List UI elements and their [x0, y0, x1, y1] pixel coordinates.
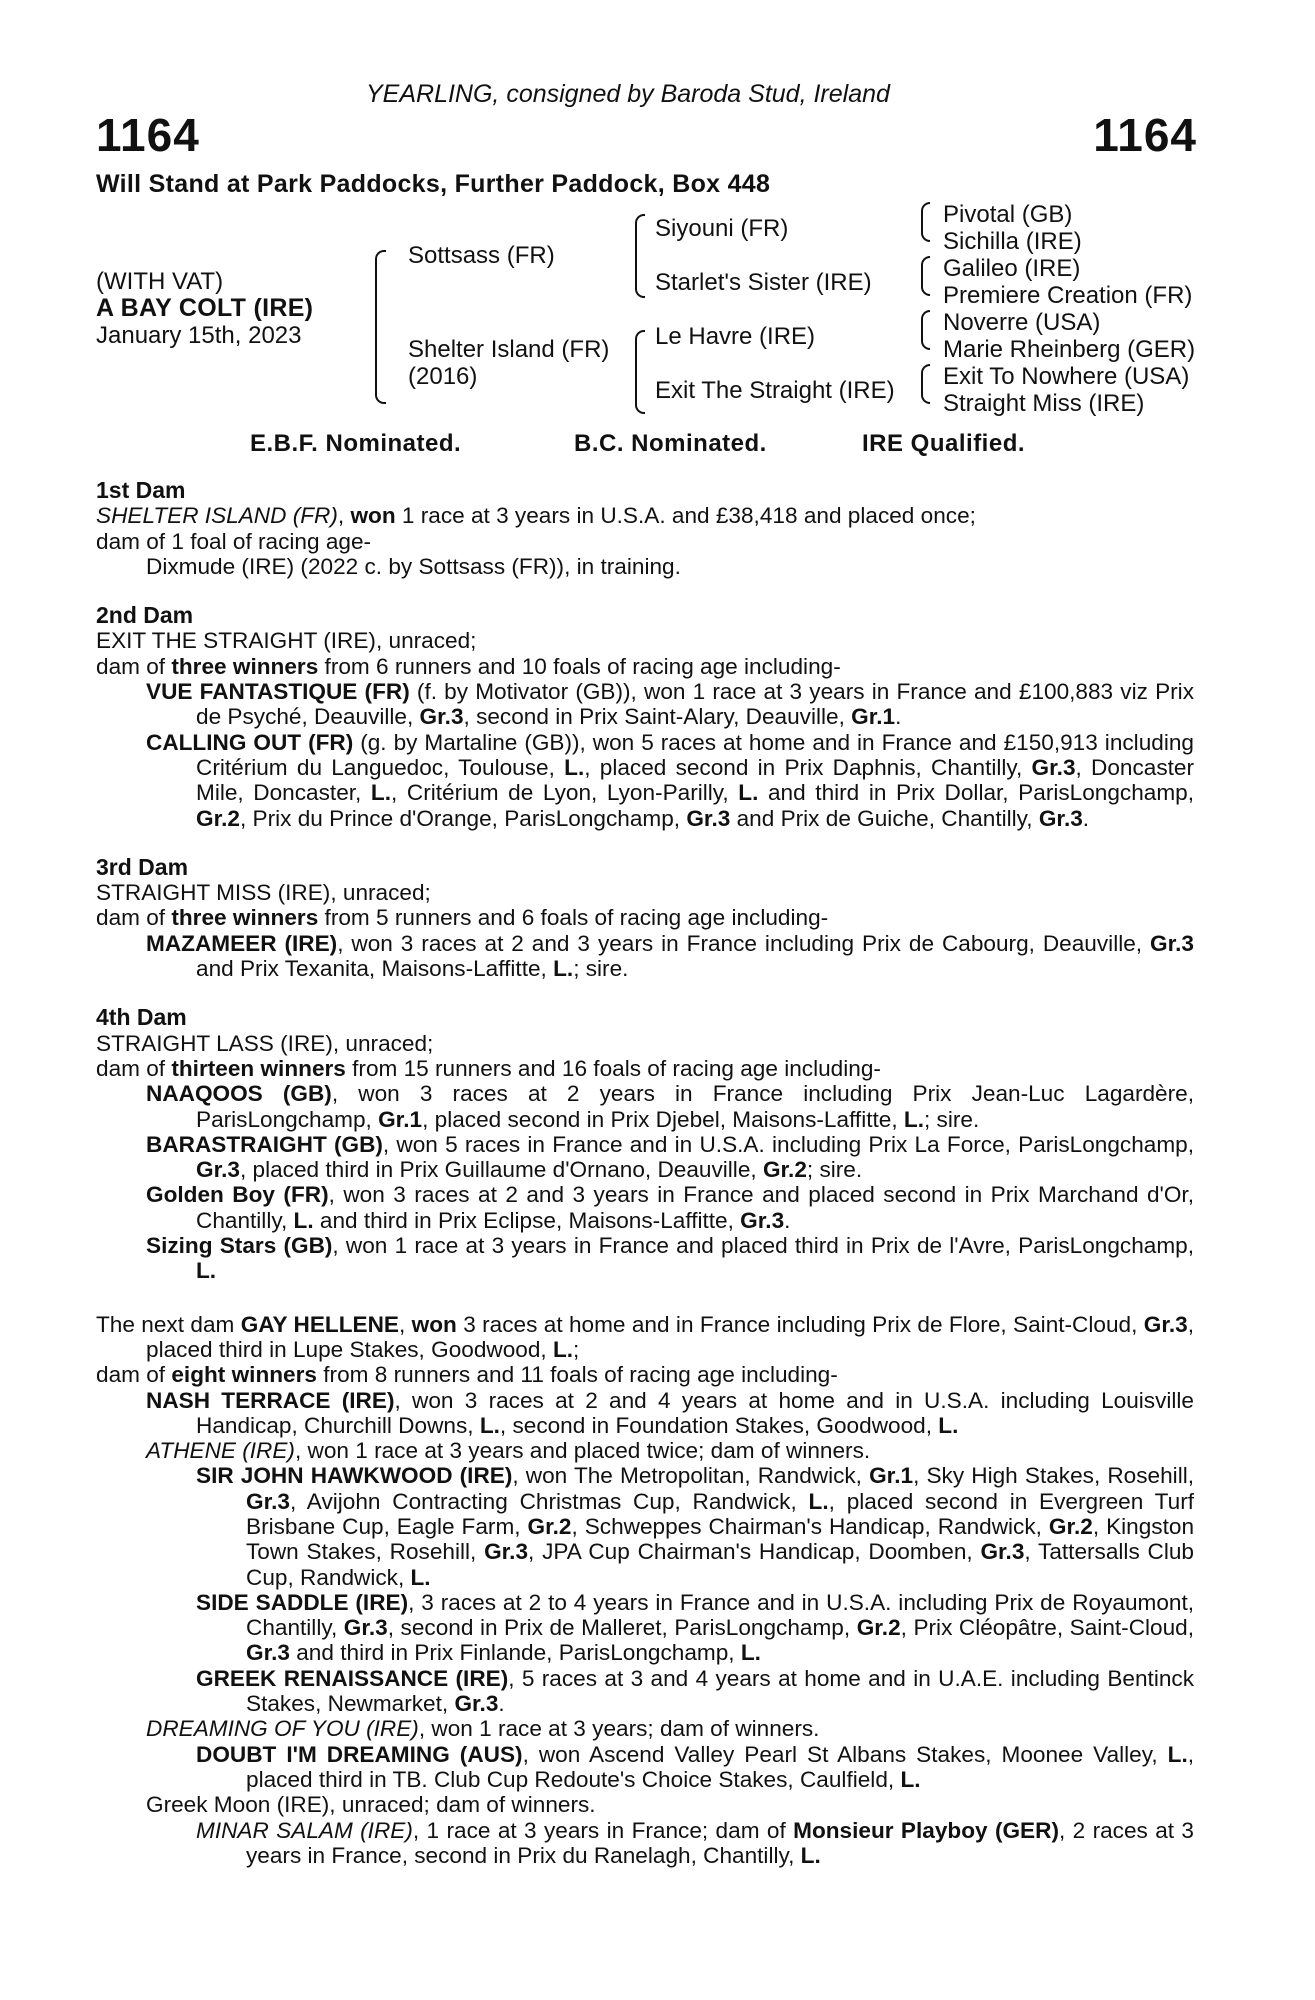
- horse-name: Monsieur Playboy (GER): [793, 1817, 1059, 1843]
- text: , Prix Cléopâtre, Saint-Cloud,: [900, 1615, 1195, 1641]
- winners-count: eight winners: [171, 1362, 317, 1388]
- text: from 5 runners and 6 foals of racing age including-: [318, 905, 829, 931]
- produce-entry: [96, 1666, 1194, 1717]
- fourth-dam-section: [96, 1005, 1194, 1283]
- horse-name: NASH TERRACE (IRE): [146, 1387, 395, 1413]
- text: , placed third in TB. Club Cup Redoute's Choice Stakes, Caulfield,: [246, 1741, 1195, 1792]
- horse-name: A BAY COLT (IRE): [96, 294, 314, 322]
- horse-name: DREAMING OF YOU (IRE): [146, 1716, 419, 1742]
- horse-name: MAZAMEER (IRE): [146, 930, 338, 956]
- race-grade: Gr.2: [762, 1157, 807, 1183]
- text: and Prix de Guiche, Chantilly,: [730, 805, 1039, 831]
- text: (f. by Motivator (GB)), won 1 race at 3 years in France and £100,883 viz Prix de Psyché, Deauville,: [196, 679, 1194, 730]
- race-grade: L.: [900, 1766, 921, 1792]
- race-grade: L.: [370, 780, 392, 806]
- pedigree-dam-dam: Exit The Straight (IRE): [655, 377, 895, 404]
- horse-name: GREEK RENAISSANCE (IRE): [196, 1665, 509, 1691]
- pedigree-brace-g1: [921, 202, 930, 242]
- race-grade: Gr.2: [856, 1615, 901, 1641]
- won-label: won: [350, 503, 396, 529]
- nomination-ire: IRE Qualified.: [862, 430, 1026, 457]
- text: from 15 runners and 16 foals of racing age including-: [345, 1055, 881, 1081]
- text: ; sire.: [806, 1157, 863, 1183]
- text: , Avijohn Contracting Christmas Cup, Randwick,: [289, 1488, 809, 1514]
- horse-name: BARASTRAIGHT (GB): [146, 1131, 383, 1157]
- fourth-dam-produce-intro: [96, 1056, 1194, 1081]
- third-dam-heading: 3rd Dam: [96, 853, 189, 880]
- race-grade: Gr.3: [454, 1691, 499, 1717]
- text: , Critérium de Lyon, Lyon-Parilly,: [391, 780, 739, 806]
- lot-number-right: 1164: [1093, 109, 1197, 161]
- pedigree-brace-g2: [921, 256, 930, 296]
- pedigree-sire-dam: Starlet's Sister (IRE): [655, 269, 872, 296]
- pedigree-gen3-5: Noverre (USA): [943, 309, 1101, 336]
- horse-name: NAAQOOS (GB): [146, 1081, 332, 1107]
- text: , won 5 races in France and in U.S.A. including Prix La Force, ParisLongchamp,: [382, 1131, 1195, 1157]
- dam-name: SHELTER ISLAND (FR): [96, 503, 338, 529]
- produce-entry: [96, 1388, 1194, 1439]
- text: , won Ascend Valley Pearl St Albans Stakes, Moonee Valley,: [522, 1741, 1168, 1767]
- dam-name: GAY HELLENE: [240, 1311, 399, 1337]
- next-dam-produce-intro: [96, 1362, 1194, 1387]
- text: .: [498, 1691, 505, 1717]
- text: , JPA Cup Chairman's Handicap, Doomben,: [528, 1539, 981, 1565]
- second-dam-heading: 2nd Dam: [96, 602, 194, 629]
- pedigree-gen3-1: Pivotal (GB): [943, 201, 1073, 228]
- race-grade: L.: [903, 1106, 924, 1132]
- pedigree-brace-sire: [635, 214, 645, 298]
- race-grade: Gr.3: [484, 1539, 529, 1565]
- race-grade: Gr.3: [1031, 754, 1076, 780]
- text: dam of: [96, 653, 172, 679]
- first-dam-produce-intro: dam of 1 foal of racing age-: [96, 528, 372, 554]
- third-dam-produce-intro: [96, 905, 1194, 930]
- text: , 2 races at 3 years in France, second in Prix du Ranelagh, Chantilly,: [246, 1817, 1194, 1868]
- winners-count: three winners: [171, 905, 319, 931]
- winners-count: three winners: [171, 653, 319, 679]
- pedigree-brace-main: [375, 250, 386, 404]
- race-grade: L.: [552, 1336, 574, 1362]
- text: , placed third in Lupe Stakes, Goodwood,: [146, 1311, 1194, 1362]
- third-dam-section: [96, 855, 1194, 981]
- winners-count: thirteen winners: [171, 1055, 346, 1081]
- text: , won The Metropolitan, Randwick,: [512, 1463, 870, 1489]
- text: , second in Prix Saint-Alary, Deauville,: [463, 704, 852, 730]
- pedigree-gen3-2: Sichilla (IRE): [943, 228, 1082, 255]
- catalogue-body: [96, 478, 1194, 1892]
- text: , Kingston Town Stakes, Rosehill,: [246, 1513, 1195, 1565]
- race-grade: L.: [740, 1640, 761, 1666]
- race-grade: Gr.2: [1048, 1513, 1093, 1539]
- race-grade: Gr.1: [378, 1106, 423, 1132]
- text: from 6 runners and 10 foals of racing age including-: [318, 653, 841, 679]
- pedigree-sire: Sottsass (FR): [408, 242, 555, 269]
- text: , 3 races at 2 to 4 years in France and in U.S.A. including Prix de Royaumont, Chantilly,: [246, 1589, 1195, 1641]
- text: 3 races at home and in France including Prix de Flore, Saint-Cloud,: [456, 1311, 1144, 1337]
- text: dam of: [96, 905, 172, 931]
- text: , won 1 race at 3 years; dam of winners.: [418, 1716, 820, 1742]
- produce-entry: [96, 931, 1194, 982]
- text: , placed second in Evergreen Turf Brisbane Cup, Eagle Farm,: [246, 1488, 1194, 1539]
- race-grade: L.: [564, 754, 585, 780]
- race-grade: L.: [479, 1412, 500, 1438]
- foaling-date: January 15th, 2023: [96, 322, 302, 349]
- race-grade: Gr.3: [343, 1615, 388, 1641]
- text: The next dam: [96, 1311, 241, 1337]
- race-grade: Gr.3: [1150, 930, 1194, 956]
- second-dam-produce-intro: [96, 654, 1194, 679]
- consignment-line: YEARLING, consigned by Baroda Stud, Ireland: [366, 80, 890, 108]
- fourth-dam-heading: 4th Dam: [96, 1004, 187, 1031]
- text: from 8 runners and 11 foals of racing age including-: [316, 1362, 838, 1388]
- text: ; sire.: [924, 1106, 980, 1132]
- race-grade: L.: [800, 1842, 821, 1868]
- race-grade: Gr.3: [196, 1157, 240, 1183]
- pedigree-brace-dam: [635, 330, 645, 414]
- horse-name: SIDE SADDLE (IRE): [196, 1589, 409, 1615]
- text: , won 3 races at 2 and 3 years in France and placed second in Prix Marchand d'Or, Chantilly,: [196, 1182, 1194, 1233]
- text: 1 race at 3 years in U.S.A. and £38,418 and placed once;: [395, 503, 976, 529]
- third-dam-name: STRAIGHT MISS (IRE), unraced;: [96, 880, 431, 906]
- race-grade: Gr.2: [527, 1513, 572, 1539]
- text: (g. by Martaline (GB)), won 5 races at home and in France and £150,913 including Critérium du Languedoc, Toulouse,: [196, 729, 1194, 780]
- text: , Schweppes Chairman's Handicap, Randwick,: [571, 1513, 1049, 1539]
- race-grade: L.: [553, 956, 574, 982]
- produce-entry: [96, 1182, 1194, 1233]
- produce-entry: [96, 1818, 1194, 1869]
- race-grade: Gr.1: [869, 1463, 914, 1489]
- nomination-ebf: E.B.F. Nominated.: [250, 430, 462, 457]
- produce-entry: Dixmude (IRE) (2022 c. by Sottsass (FR)), in training.: [146, 553, 681, 579]
- text: .: [784, 1207, 791, 1233]
- second-dam-section: [96, 603, 1194, 831]
- text: and third in Prix Dollar, ParisLongchamp,: [758, 780, 1195, 806]
- horse-name: VUE FANTASTIQUE (FR): [146, 679, 410, 705]
- race-grade: Gr.2: [196, 805, 240, 831]
- pedigree-dam-year: (2016): [408, 363, 478, 390]
- text: and Prix Texanita, Maisons-Laffitte,: [196, 956, 554, 982]
- fourth-dam-name: STRAIGHT LASS (IRE), unraced;: [96, 1030, 434, 1056]
- pedigree-gen3-6: Marie Rheinberg (GER): [943, 336, 1196, 363]
- second-dam-name: EXIT THE STRAIGHT (IRE), unraced;: [96, 628, 477, 654]
- produce-entry: [96, 1233, 1194, 1284]
- race-grade: Gr.3: [1143, 1311, 1188, 1337]
- race-grade: Gr.3: [740, 1207, 785, 1233]
- race-grade: Gr.3: [246, 1488, 290, 1514]
- text: , placed third in Prix Guillaume d'Ornano, Deauville,: [239, 1157, 763, 1183]
- text: .: [895, 704, 902, 730]
- text: , won 3 races at 2 years in France including Prix Jean-Luc Lagardère, ParisLongchamp,: [196, 1081, 1194, 1132]
- produce-entry: [96, 679, 1194, 730]
- text: and third in Prix Finlande, ParisLongchamp,: [289, 1640, 741, 1666]
- race-grade: Gr.1: [851, 704, 896, 730]
- text: ;: [573, 1336, 580, 1362]
- race-grade: L.: [738, 780, 759, 806]
- race-grade: L.: [808, 1488, 829, 1514]
- produce-entry: [96, 1081, 1194, 1132]
- text: , Tattersalls Club Cup, Randwick,: [246, 1539, 1194, 1590]
- nomination-bc: B.C. Nominated.: [574, 430, 767, 457]
- won-label: won: [411, 1311, 457, 1337]
- text: and third in Prix Eclipse, Maisons-Laffitte,: [313, 1207, 741, 1233]
- race-grade: L.: [938, 1412, 959, 1438]
- text: , won 1 race at 3 years in France and placed third in Prix de l'Avre, ParisLongchamp,: [332, 1233, 1194, 1259]
- race-grade: Gr.3: [246, 1640, 290, 1666]
- text: , 5 races at 3 and 4 years at home and in U.A.E. including Bentinck Stakes, Newmarket,: [246, 1665, 1194, 1717]
- horse-name: MINAR SALAM (IRE): [196, 1817, 413, 1843]
- produce-entry: [96, 1590, 1194, 1666]
- text: , second in Prix de Malleret, ParisLongchamp,: [387, 1615, 857, 1641]
- text: , Sky High Stakes, Rosehill,: [913, 1463, 1195, 1489]
- horse-name: DOUBT I'M DREAMING (AUS): [196, 1741, 523, 1767]
- produce-entry: [96, 1742, 1194, 1793]
- first-dam-heading: 1st Dam: [96, 477, 186, 503]
- text: , Prix du Prince d'Orange, ParisLongchamp,: [239, 805, 687, 831]
- text: , placed second in Prix Daphnis, Chantilly,: [584, 754, 1032, 780]
- produce-entry: [96, 1132, 1194, 1183]
- pedigree-sire-sire: Siyouni (FR): [655, 215, 789, 242]
- first-dam-record: [96, 503, 1194, 528]
- race-grade: Gr.3: [686, 805, 731, 831]
- text: ,: [399, 1311, 412, 1337]
- race-grade: Gr.3: [419, 704, 464, 730]
- horse-name: SIR JOHN HAWKWOOD (IRE): [196, 1463, 513, 1489]
- pedigree-dam: Shelter Island (FR): [408, 336, 610, 363]
- text: ; sire.: [573, 956, 629, 982]
- vat-note: (WITH VAT): [96, 268, 224, 295]
- race-grade: Gr.3: [1038, 805, 1083, 831]
- horse-name: Golden Boy (FR): [146, 1182, 329, 1208]
- produce-entry: [96, 730, 1194, 831]
- text: , won 3 races at 2 and 3 years in France including Prix de Cabourg, Deauville,: [337, 930, 1151, 956]
- race-grade: L.: [1167, 1741, 1188, 1767]
- pedigree-gen3-8: Straight Miss (IRE): [943, 390, 1145, 417]
- horse-name: Sizing Stars (GB): [146, 1233, 333, 1259]
- pedigree-gen3-4: Premiere Creation (FR): [943, 282, 1193, 309]
- next-dam-section: [96, 1312, 1194, 1869]
- race-grade: L.: [410, 1564, 431, 1590]
- next-dam-record: [96, 1312, 1194, 1363]
- text: , second in Foundation Stakes, Goodwood,: [499, 1412, 939, 1438]
- horse-name: ATHENE (IRE): [146, 1438, 295, 1464]
- text: , placed second in Prix Djebel, Maisons-Laffitte,: [422, 1106, 904, 1132]
- produce-entry: Greek Moon (IRE), unraced; dam of winners.: [146, 1792, 596, 1818]
- text: , won 3 races at 2 and 4 years at home and in U.S.A. including Louisville Handicap, Churchill Downs,: [196, 1387, 1194, 1438]
- pedigree-brace-g4: [921, 364, 930, 404]
- text: , 1 race at 3 years in France; dam of: [412, 1817, 794, 1843]
- race-grade: L.: [293, 1207, 314, 1233]
- produce-entry: [96, 1716, 1194, 1741]
- first-dam-section: [96, 478, 1194, 579]
- stand-info: Will Stand at Park Paddocks, Further Paddock, Box 448: [96, 170, 771, 198]
- pedigree-gen3-7: Exit To Nowhere (USA): [943, 363, 1190, 390]
- pedigree-dam-sire: Le Havre (IRE): [655, 323, 816, 350]
- produce-entry: [96, 1438, 1194, 1463]
- horse-name: CALLING OUT (FR): [146, 729, 354, 755]
- text: , won 1 race at 3 years and placed twice; dam of winners.: [294, 1438, 871, 1464]
- pedigree-gen3-3: Galileo (IRE): [943, 255, 1081, 282]
- text: .: [1082, 805, 1090, 831]
- produce-entry: [96, 1463, 1194, 1589]
- text: ,: [337, 503, 351, 529]
- lot-number-left: 1164: [96, 109, 200, 161]
- text: , Doncaster Mile, Doncaster,: [196, 754, 1195, 806]
- pedigree-brace-g3: [921, 310, 930, 350]
- text: dam of: [96, 1362, 172, 1388]
- race-grade: Gr.3: [980, 1539, 1025, 1565]
- text: dam of: [96, 1055, 172, 1081]
- race-grade: L.: [196, 1258, 217, 1284]
